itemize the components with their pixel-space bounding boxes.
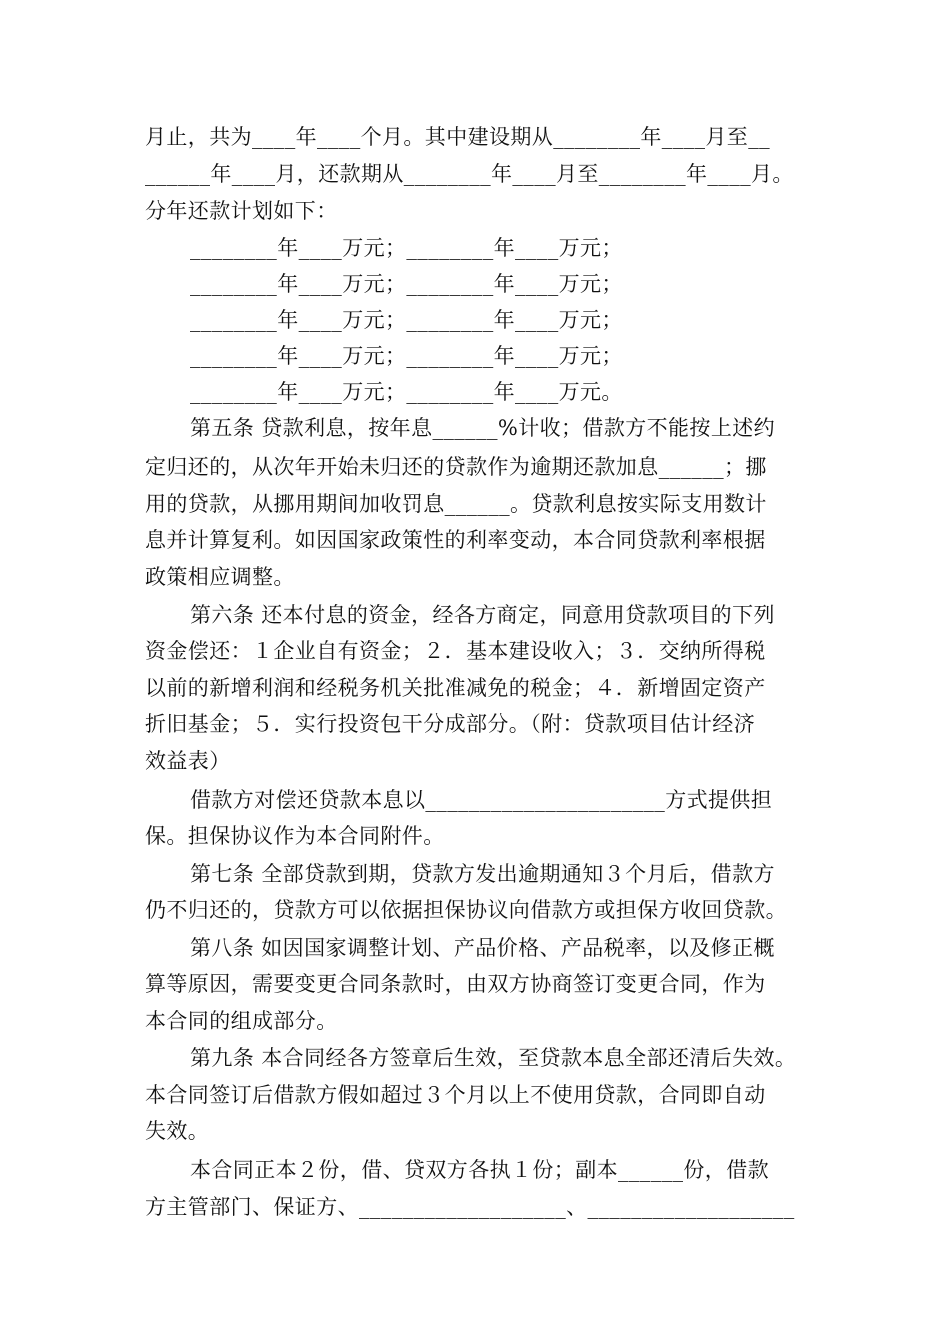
text-line: 效益表） [145,749,231,773]
text-line: 以前的新增利润和经税务机关批准减免的税金；４．新增固定资产 [145,676,766,700]
text-line: 定归还的，从次年开始未归还的贷款作为逾期还款加息______；挪 [145,455,767,479]
text-line: 资金偿还：１企业自有资金；２．基本建设收入；３．交纳所得税 [145,639,766,663]
article-5-heading-line: 第五条 贷款利息，按年息______%计收；借款方不能按上述约 [190,416,776,440]
text-line: 本合同签订后借款方假如超过３个月以上不使用贷款，合同即自动 [145,1083,766,1107]
text-line: 保。担保协议作为本合同附件。 [145,824,445,848]
text-line: 算等原因，需要变更合同条款时，由双方协商签订变更合同，作为 [145,972,766,996]
article-6-heading-line: 第六条 还本付息的资金，经各方商定，同意用贷款项目的下列 [190,603,775,627]
article-8-heading-line: 第八条 如因国家调整计划、产品价格、产品税率，以及修正概 [190,936,775,960]
text-line: 折旧基金；５．实行投资包干分成部分。（附：贷款项目估计经济 [145,712,756,736]
article-9-heading-line: 第九条 本合同经各方签章后生效，至贷款本息全部还清后失效。 [190,1046,797,1070]
text-line: 政策相应调整。 [145,565,295,589]
text-line: 失效。 [145,1119,210,1143]
text-line: 仍不归还的，贷款方可以依据担保协议向借款方或担保方收回贷款。 [145,898,787,922]
copies-line: 本合同正本２份，借、贷双方各执１份；副本______份，借款 [190,1158,769,1182]
text-line: 本合同的组成部分。 [145,1009,338,1033]
article-7-heading-line: 第七条 全部贷款到期，贷款方发出逾期通知３个月后，借款方 [190,862,775,886]
text-line: 月止，共为____年____个月。其中建设期从________年____月至__ [145,125,770,149]
repayment-schedule-row: ________年____万元；________年____万元； [190,344,623,368]
text-line: 息并计算复利。如因国家政策性的利率变动，本合同贷款利率根据 [145,528,766,552]
text-line: ______年____月，还款期从________年____月至________年____月。 [145,162,794,186]
text-line: 用的贷款，从挪用期间加收罚息______。贷款利息按实际支用数计 [145,492,767,516]
guarantee-line: 借款方对偿还贷款本息以______________________方式提供担 [190,788,773,812]
repayment-schedule-row: ________年____万元；________年____万元。 [190,380,623,404]
repayment-schedule-row: ________年____万元；________年____万元； [190,308,623,332]
text-line: 方主管部门、保证方、___________________、___________________ [145,1195,795,1219]
text-line: 分年还款计划如下： [145,199,338,223]
repayment-schedule-row: ________年____万元；________年____万元； [190,236,623,260]
repayment-schedule-row: ________年____万元；________年____万元； [190,272,623,296]
